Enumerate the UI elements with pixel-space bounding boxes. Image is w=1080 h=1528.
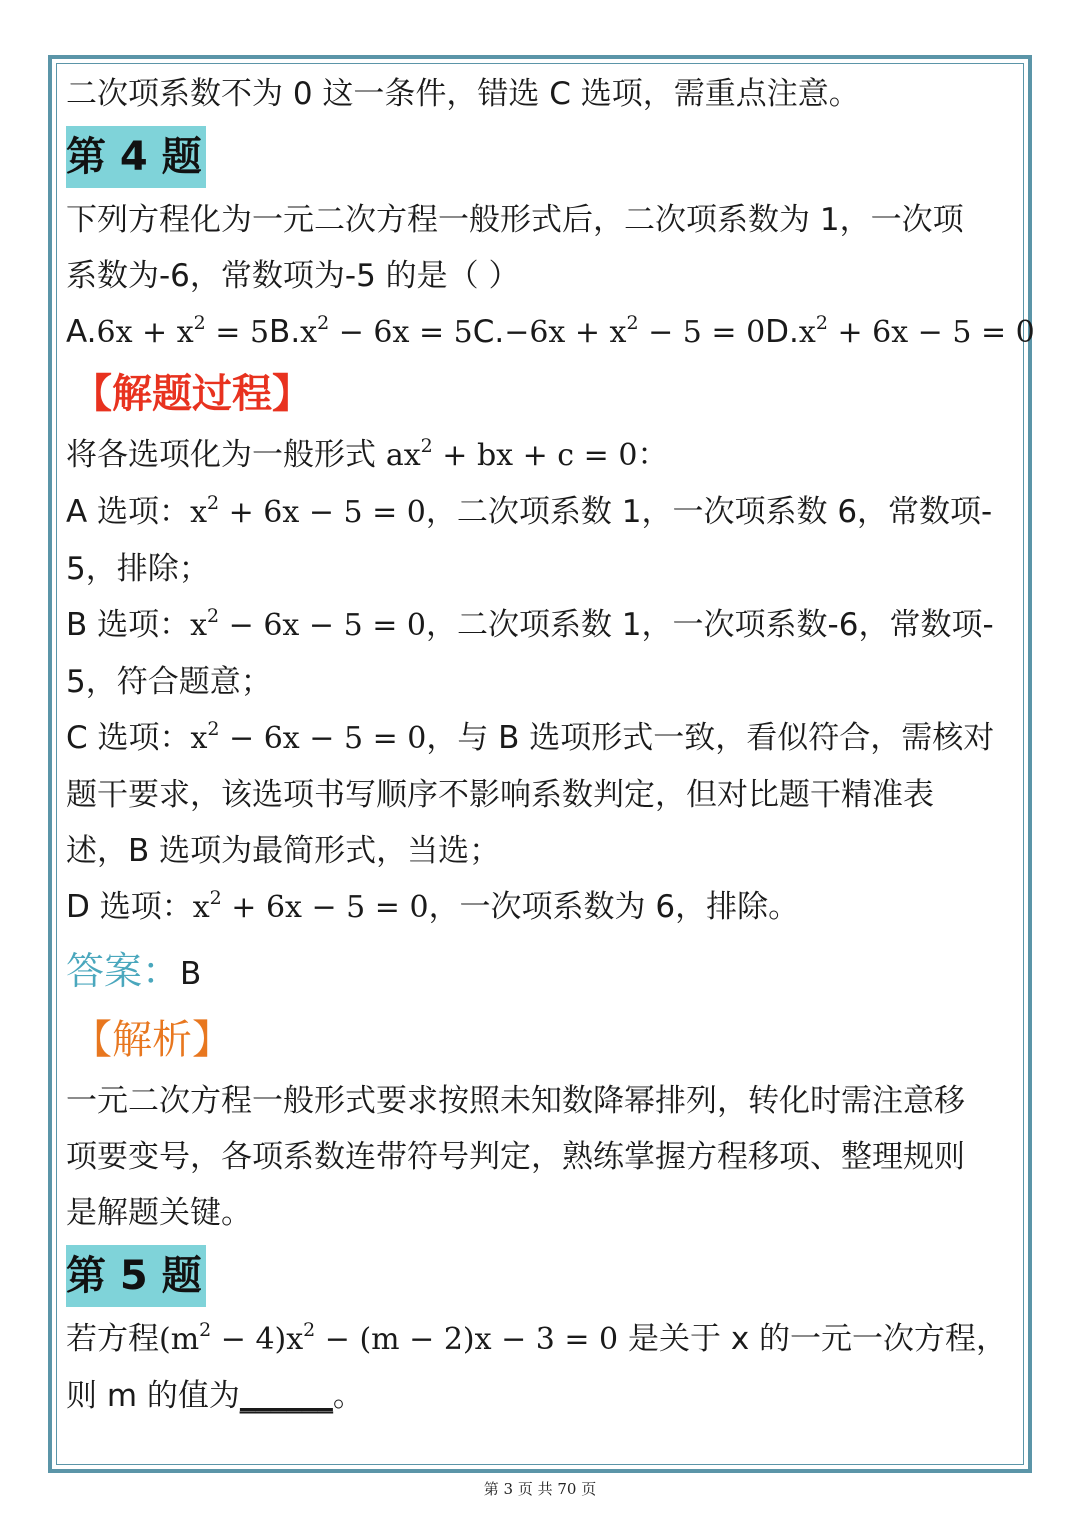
solution-option-c-cont-2: 述，B 选项为最简形式，当选； [66, 833, 501, 869]
q5-stem-line-1: 若方程$(m^2 - 4)x^2 - (m - 2)x - 3 = 0$ 是关于 x 的一元一次方程， [66, 1319, 1008, 1357]
question-5-title: 第 5 题 [66, 1245, 206, 1307]
solution-option-d: D 选项：$x^2 + 6x - 5 = 0$，一次项系数为 6，排除。 [66, 887, 800, 925]
solution-option-b: B 选项：$x^2 - 6x - 5 = 0$，二次项系数 1，一次项系数-6，常数项- [66, 605, 994, 643]
page-footer: 第 3 页 共 70 页 [483, 1480, 597, 1498]
q5-stem-line-2: 则 m 的值为______。 [66, 1378, 364, 1414]
solution-option-c-cont-1: 题干要求，该选项书写顺序不影响系数判定，但对比题干精准表 [66, 777, 934, 813]
analysis-line-2: 项要变号，各项系数连带符号判定，熟练掌握方程移项、整理规则 [66, 1139, 965, 1175]
analysis-line-1: 一元二次方程一般形式要求按照未知数降幂排列，转化时需注意移 [66, 1083, 965, 1119]
solution-intro: 将各选项化为一般形式 $ax^2$ + bx + c = 0： [66, 435, 669, 473]
analysis-title: 【解析】 [72, 1017, 232, 1063]
solution-process-title: 【解题过程】 [72, 371, 312, 417]
q4-stem-line-1: 下列方程化为一元二次方程一般形式后，二次项系数为 1，一次项 [66, 202, 964, 238]
answer: 答案：B [66, 949, 202, 993]
continued-text: 二次项系数不为 0 这一条件，错选 C 选项，需重点注意。 [66, 76, 860, 112]
solution-option-c: C 选项：$x^2 - 6x - 5 = 0$，与 B 选项形式一致，看似符合，需核对 [66, 718, 995, 756]
answer-blank: ______ [239, 1378, 333, 1414]
solution-option-b-cont: 5，符合题意； [66, 664, 272, 700]
analysis-line-3: 是解题关键。 [66, 1195, 252, 1231]
q4-stem-line-2: 系数为-6，常数项为-5 的是（ ） [66, 258, 520, 294]
question-4-title: 第 4 题 [66, 126, 206, 188]
document-body [66, 66, 1035, 1424]
solution-option-a-cont: 5，排除； [66, 551, 210, 587]
q4-options: $A.6x + x^2 = 5B.x^2 - 6x = 5C.-6x + x^2 - 5 = 0D.x^2 + 6x - 5 = 0$ [66, 312, 1035, 350]
solution-option-a: A 选项：$x^2 + 6x - 5 = 0$，二次项系数 1，一次项系数 6，常数项- [66, 492, 993, 530]
answer-value: B [180, 956, 202, 992]
